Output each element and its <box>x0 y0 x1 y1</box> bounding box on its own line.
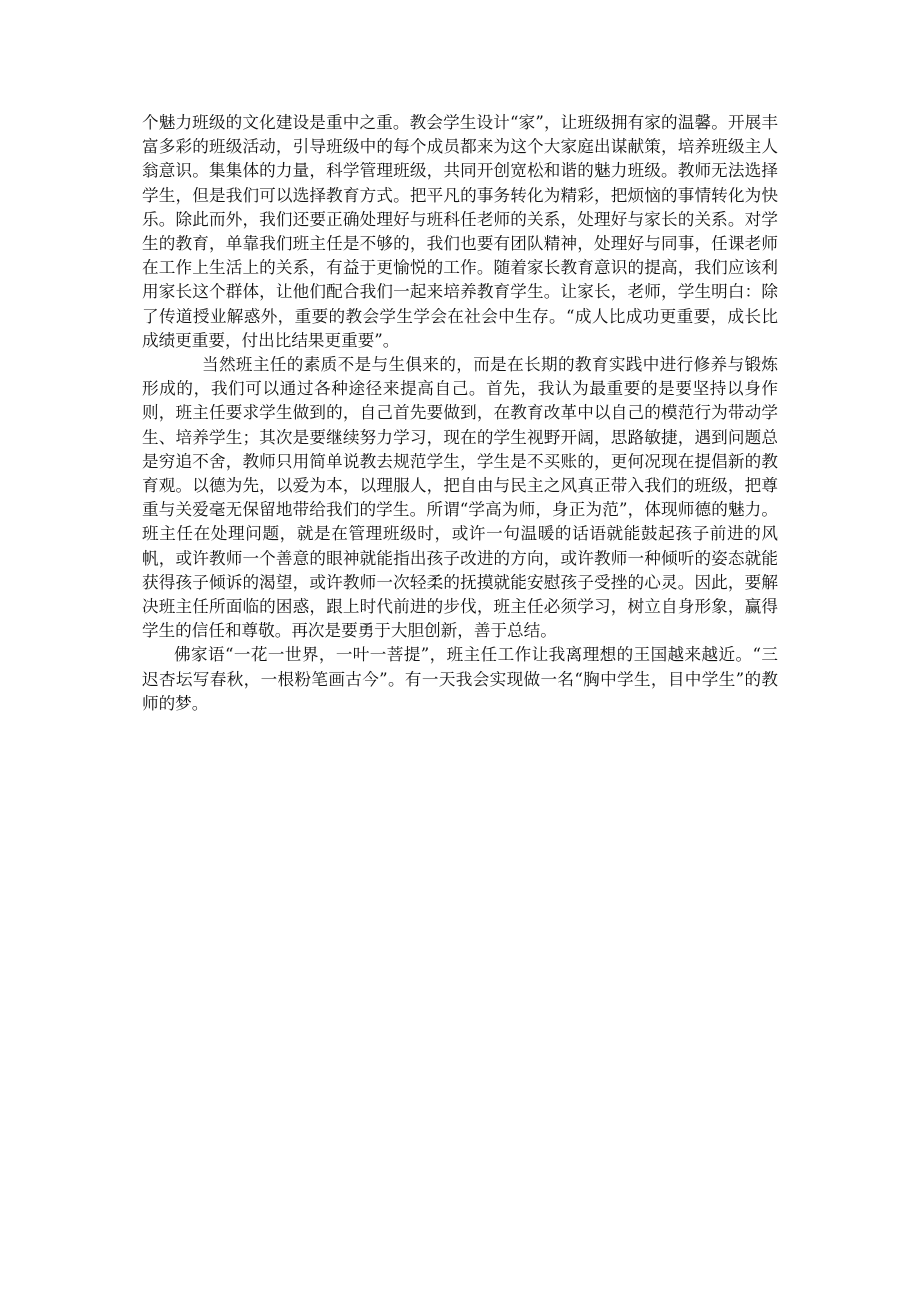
paragraph-1: 个魅力班级的文化建设是重中之重。教会学生设计“家”，让班级拥有家的温馨。开展丰富多彩的班级活动，引导班级中的每个成员都来为这个大家庭出谋献策，培养班级主人翁意识。集集体的力量，科学管理班级，共同开创宽松和谐的魅力班级。教师无法选择学生，但是我们可以选择教育方式。把平凡的事务转化为精彩，把烦恼的事情转化为快乐。除此而外，我们还要正确处理好与班科任老师的关系，处理好与家长的关系。对学生的教育，单靠我们班主任是不够的，我们也要有团队精神，处理好与同事，任课老师在工作上生活上的关系，有益于更愉悦的工作。随着家长教育意识的提高，我们应该利用家长这个群体，让他们配合我们一起来培养教育学生。让家长，老师，学生明白：除了传道授业解惑外，重要的教会学生学会在社会中生存。“成人比成功更重要，成长比成绩更重要，付出比结果更重要”。 <box>142 113 778 350</box>
document-body <box>142 111 778 716</box>
paragraph-3: 佛家语“一花一世界，一叶一菩提”，班主任工作让我离理想的王国越来越近。“三迟杏坛写春秋，一根粉笔画古今”。有一天我会实现做一名“胸中学生，目中学生”的教师的梦。 <box>142 645 778 713</box>
paragraph-2: 当然班主任的素质不是与生俱来的，而是在长期的教育实践中进行修养与锻炼形成的，我们可以通过各种途径来提高自己。首先，我认为最重要的是要坚持以身作则，班主任要求学生做到的，自己首先要做到，在教育改革中以自己的模范行为带动学生、培养学生；其次是要继续努力学习，现在的学生视野开阔，思路敏捷，遇到问题总是穷追不舍，教师只用简单说教去规范学生，学生是不买账的，更何况现在提倡新的教育观。以德为先，以爱为本，以理服人，把自由与民主之风真正带入我们的班级，把尊重与关爱毫无保留地带给我们的学生。所谓“学高为师，身正为范”，体现师德的魅力。班主任在处理问题，就是在管理班级时，或许一句温暖的话语就能鼓起孩子前进的风帆，或许教师一个善意的眼神就能指出孩子改进的方向，或许教师一种倾听的姿态就能获得孩子倾诉的渴望，或许教师一次轻柔的抚摸就能安慰孩子受挫的心灵。因此，要解决班主任所面临的困惑，跟上时代前进的步伐，班主任必须学习，树立自身形象，赢得学生的信任和尊敬。再次是要勇于大胆创新，善于总结。 <box>142 355 778 641</box>
